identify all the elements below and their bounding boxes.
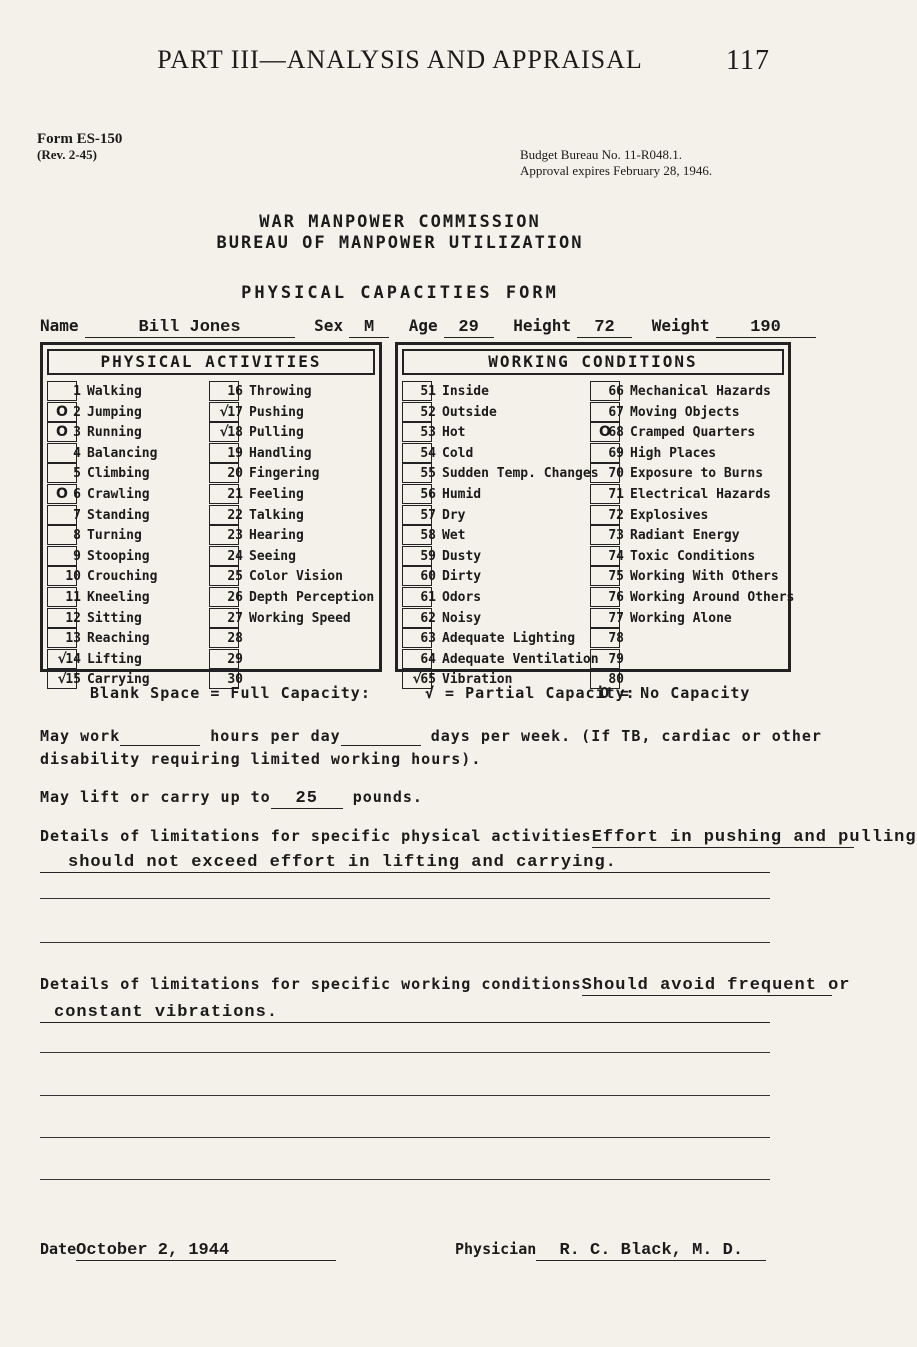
work-hours-mid: hours per day bbox=[210, 727, 341, 745]
item-number: 17 bbox=[227, 404, 243, 420]
budget-line-1: Budget Bureau No. 11-R048.1. bbox=[520, 147, 682, 162]
item-label: Exposure to Burns bbox=[630, 466, 764, 482]
lift-line bbox=[40, 788, 423, 809]
item-label: Hot bbox=[442, 425, 466, 441]
physician-field[interactable]: R. C. Black, M. D. bbox=[536, 1241, 766, 1261]
item-label: Cold bbox=[442, 445, 474, 461]
form-number: Form ES-150 bbox=[37, 131, 123, 147]
item-number: 79 bbox=[608, 651, 624, 667]
item-number: 76 bbox=[608, 590, 624, 605]
item-number: 29 bbox=[227, 651, 243, 667]
item-label: Cramped Quarters bbox=[630, 425, 756, 441]
form-title: PHYSICAL CAPACITIES FORM bbox=[241, 283, 559, 303]
item-number: 6 bbox=[73, 487, 81, 502]
item-number: 15 bbox=[65, 672, 81, 688]
item-label: Walking bbox=[87, 384, 142, 399]
item-label: Climbing bbox=[87, 466, 150, 482]
weight-field[interactable]: 190 bbox=[716, 318, 816, 338]
item-number: 69 bbox=[608, 445, 624, 461]
blank-rule bbox=[40, 1052, 770, 1053]
item-number: 80 bbox=[608, 672, 624, 688]
capacity-mark-box[interactable]: √ bbox=[209, 422, 239, 442]
item-number: 11 bbox=[65, 590, 81, 605]
item-label: Adequate Ventilation bbox=[442, 651, 599, 667]
item-number: 54 bbox=[420, 445, 436, 461]
item-label: Reaching bbox=[87, 631, 150, 647]
item-number: 52 bbox=[420, 404, 436, 420]
item-label: Working Alone bbox=[630, 610, 732, 626]
agency-line-2: BUREAU OF MANPOWER UTILIZATION bbox=[216, 233, 584, 253]
item-label: Hearing bbox=[249, 528, 304, 544]
date-field[interactable]: October 2, 1944 bbox=[76, 1241, 336, 1261]
item-label: Handling bbox=[249, 445, 312, 461]
item-number: 13 bbox=[65, 631, 81, 647]
item-label: Balancing bbox=[87, 445, 158, 461]
item-number: 56 bbox=[420, 487, 436, 502]
form-revision: (Rev. 2-45) bbox=[37, 147, 97, 162]
hours-per-day-field[interactable] bbox=[120, 727, 200, 746]
item-number: 51 bbox=[420, 384, 436, 399]
item-label: Mechanical Hazards bbox=[630, 384, 771, 399]
item-label: Turning bbox=[87, 528, 142, 544]
item-label: Dirty bbox=[442, 569, 482, 585]
item-label: Carrying bbox=[87, 672, 150, 688]
date-line bbox=[40, 1240, 336, 1261]
item-label: Electrical Hazards bbox=[630, 487, 771, 502]
item-number: 9 bbox=[73, 548, 81, 564]
item-number: 67 bbox=[608, 404, 624, 420]
item-number: 18 bbox=[227, 425, 243, 441]
work-hours-suffix: days per week. (If TB, cardiac or other bbox=[430, 727, 822, 745]
item-number: 28 bbox=[227, 631, 243, 647]
budget-bureau-block bbox=[520, 147, 712, 179]
sex-label: Sex bbox=[314, 316, 344, 335]
work-hours-line bbox=[40, 727, 822, 746]
item-label: Depth Perception bbox=[249, 590, 375, 605]
item-label: Noisy bbox=[442, 610, 482, 626]
working-conditions-heading: WORKING CONDITIONS bbox=[402, 349, 784, 375]
activity-details-label: Details of limitations for specific physical activities bbox=[40, 827, 592, 845]
blank-rule bbox=[40, 1137, 770, 1138]
item-label: Working Around Others bbox=[630, 590, 795, 605]
work-hours-prefix: May work bbox=[40, 727, 121, 745]
item-label: Toxic Conditions bbox=[630, 548, 756, 564]
activity-details-text-1[interactable]: Effort in pushing and pulling bbox=[591, 828, 917, 847]
activity-details-line-2 bbox=[40, 852, 770, 873]
identity-line bbox=[40, 316, 816, 338]
item-number: 4 bbox=[73, 445, 81, 461]
item-label: Working With Others bbox=[630, 569, 779, 585]
item-number: 3 bbox=[73, 425, 81, 441]
name-label: Name bbox=[40, 316, 79, 335]
item-number: 70 bbox=[608, 466, 624, 482]
working-conditions-box bbox=[395, 342, 795, 688]
item-label: Kneeling bbox=[87, 590, 150, 605]
height-field[interactable]: 72 bbox=[577, 318, 632, 338]
item-label: Seeing bbox=[249, 548, 296, 564]
item-number: 16 bbox=[227, 384, 243, 399]
budget-line-2: Approval expires February 28, 1946. bbox=[520, 163, 713, 178]
item-label: Humid bbox=[442, 487, 482, 502]
item-number: 74 bbox=[608, 548, 624, 564]
item-label: Working Speed bbox=[249, 610, 351, 626]
condition-details-line bbox=[40, 975, 851, 996]
condition-details-text-2[interactable]: constant vibrations. bbox=[54, 1003, 279, 1022]
item-label: Jumping bbox=[87, 404, 142, 420]
item-label: Radiant Energy bbox=[630, 528, 740, 544]
capacity-mark-box[interactable]: √ bbox=[209, 402, 239, 422]
item-label: Outside bbox=[442, 404, 497, 420]
item-label: High Places bbox=[630, 445, 717, 461]
item-number: 1 bbox=[73, 384, 81, 399]
item-number: 78 bbox=[608, 631, 624, 647]
item-number: 25 bbox=[227, 569, 243, 585]
item-label: Crawling bbox=[87, 487, 150, 502]
page-number: 117 bbox=[726, 45, 770, 76]
item-label: Odors bbox=[442, 590, 482, 605]
blank-rule bbox=[40, 942, 770, 943]
item-number: 75 bbox=[608, 569, 624, 585]
blank-rule bbox=[40, 1179, 770, 1180]
item-number: 26 bbox=[227, 590, 243, 605]
item-label: Vibration bbox=[442, 672, 513, 688]
item-number: 57 bbox=[420, 507, 436, 523]
item-label: Talking bbox=[249, 507, 304, 523]
item-number: 72 bbox=[608, 507, 624, 523]
item-label: Throwing bbox=[249, 384, 312, 399]
capacity-mark-box[interactable]: O bbox=[47, 402, 77, 422]
item-number: 68 bbox=[608, 425, 624, 441]
physician-line bbox=[455, 1240, 766, 1261]
activity-details-line bbox=[40, 827, 917, 848]
item-number: 64 bbox=[420, 651, 436, 667]
activity-details-text-2[interactable]: should not exceed effort in lifting and carrying. bbox=[68, 853, 617, 872]
legend-partial: √ = Partial Capacity: bbox=[425, 684, 636, 702]
item-number: 23 bbox=[227, 528, 243, 544]
item-label: Fingering bbox=[249, 466, 320, 482]
legend-blank: Blank Space = Full Capacity: bbox=[90, 684, 371, 702]
form-number-block bbox=[37, 132, 122, 162]
physician-label: Physician bbox=[455, 1240, 537, 1258]
height-label: Height bbox=[513, 316, 572, 335]
item-number: 7 bbox=[73, 507, 81, 523]
item-number: 63 bbox=[420, 631, 436, 647]
item-number: 60 bbox=[420, 569, 436, 585]
age-label: Age bbox=[408, 316, 438, 335]
days-per-week-field[interactable] bbox=[341, 727, 421, 746]
lift-suffix: pounds. bbox=[352, 788, 423, 806]
item-number: 2 bbox=[73, 404, 81, 420]
capacity-mark-box[interactable]: √ bbox=[47, 669, 77, 689]
page-header-text: PART III—ANALYSIS AND APPRAISAL bbox=[157, 45, 643, 74]
item-number: 71 bbox=[608, 487, 624, 502]
condition-details-line-2 bbox=[40, 1002, 770, 1023]
item-number: 27 bbox=[227, 610, 243, 626]
item-number: 10 bbox=[65, 569, 81, 585]
page-header bbox=[0, 45, 800, 75]
item-number: 55 bbox=[420, 466, 436, 482]
item-number: 77 bbox=[608, 610, 624, 626]
item-number: 58 bbox=[420, 528, 436, 544]
item-number: 5 bbox=[73, 466, 81, 482]
item-number: 53 bbox=[420, 425, 436, 441]
item-number: 73 bbox=[608, 528, 624, 544]
item-label: Moving Objects bbox=[630, 404, 740, 420]
item-label: Feeling bbox=[249, 487, 304, 502]
blank-rule bbox=[40, 1095, 770, 1096]
physical-activities-heading: PHYSICAL ACTIVITIES bbox=[47, 349, 375, 375]
name-field[interactable]: Bill Jones bbox=[85, 318, 295, 338]
item-number: 20 bbox=[227, 466, 243, 482]
item-label: Running bbox=[87, 425, 142, 441]
blank-rule bbox=[40, 898, 770, 899]
item-label: Crouching bbox=[87, 569, 158, 585]
item-label: Sudden Temp. Changes bbox=[442, 466, 599, 482]
item-label: Lifting bbox=[87, 651, 142, 667]
item-number: 21 bbox=[227, 487, 243, 502]
item-label: Dry bbox=[442, 507, 466, 523]
legend-none: O = No Capacity bbox=[600, 684, 751, 702]
lift-pounds-field[interactable]: 25 bbox=[271, 789, 343, 809]
work-hours-line-2: disability requiring limited working hours). bbox=[40, 750, 482, 768]
capacity-mark-box[interactable]: √ bbox=[402, 669, 432, 689]
item-number: 66 bbox=[608, 384, 624, 399]
item-label: Stooping bbox=[87, 548, 150, 564]
item-number: 62 bbox=[420, 610, 436, 626]
item-number: 12 bbox=[65, 610, 81, 626]
item-number: 24 bbox=[227, 548, 243, 564]
capacity-mark-box[interactable]: O bbox=[47, 484, 77, 504]
age-field[interactable]: 29 bbox=[444, 318, 494, 338]
item-label: Color Vision bbox=[249, 569, 343, 585]
item-label: Explosives bbox=[630, 507, 709, 523]
condition-details-label: Details of limitations for specific working conditions bbox=[40, 975, 582, 993]
weight-label: Weight bbox=[651, 316, 710, 335]
item-label: Standing bbox=[87, 507, 150, 523]
sex-field[interactable]: M bbox=[349, 318, 389, 338]
capacity-mark-box[interactable]: O bbox=[590, 422, 620, 442]
physical-activities-box bbox=[40, 342, 382, 688]
item-number: 22 bbox=[227, 507, 243, 523]
item-label: Wet bbox=[442, 528, 466, 544]
item-number: 30 bbox=[227, 672, 243, 688]
item-label: Inside bbox=[442, 384, 489, 399]
item-label: Pushing bbox=[249, 404, 304, 420]
item-number: 61 bbox=[420, 590, 436, 605]
item-number: 8 bbox=[73, 528, 81, 544]
capacity-mark-box[interactable]: √ bbox=[47, 649, 77, 669]
item-label: Pulling bbox=[249, 425, 304, 441]
item-number: 59 bbox=[420, 548, 436, 564]
item-number: 65 bbox=[420, 672, 436, 688]
capacity-mark-box[interactable]: O bbox=[47, 422, 77, 442]
item-number: 19 bbox=[227, 445, 243, 461]
item-number: 14 bbox=[65, 651, 81, 667]
condition-details-text-1[interactable]: Should avoid frequent or bbox=[581, 976, 851, 995]
item-label: Dusty bbox=[442, 548, 482, 564]
item-label: Sitting bbox=[87, 610, 142, 626]
lift-prefix: May lift or carry up to bbox=[40, 788, 271, 806]
item-label: Adequate Lighting bbox=[442, 631, 576, 647]
agency-line-1: WAR MANPOWER COMMISSION bbox=[259, 212, 541, 232]
date-label: Date bbox=[40, 1240, 77, 1258]
